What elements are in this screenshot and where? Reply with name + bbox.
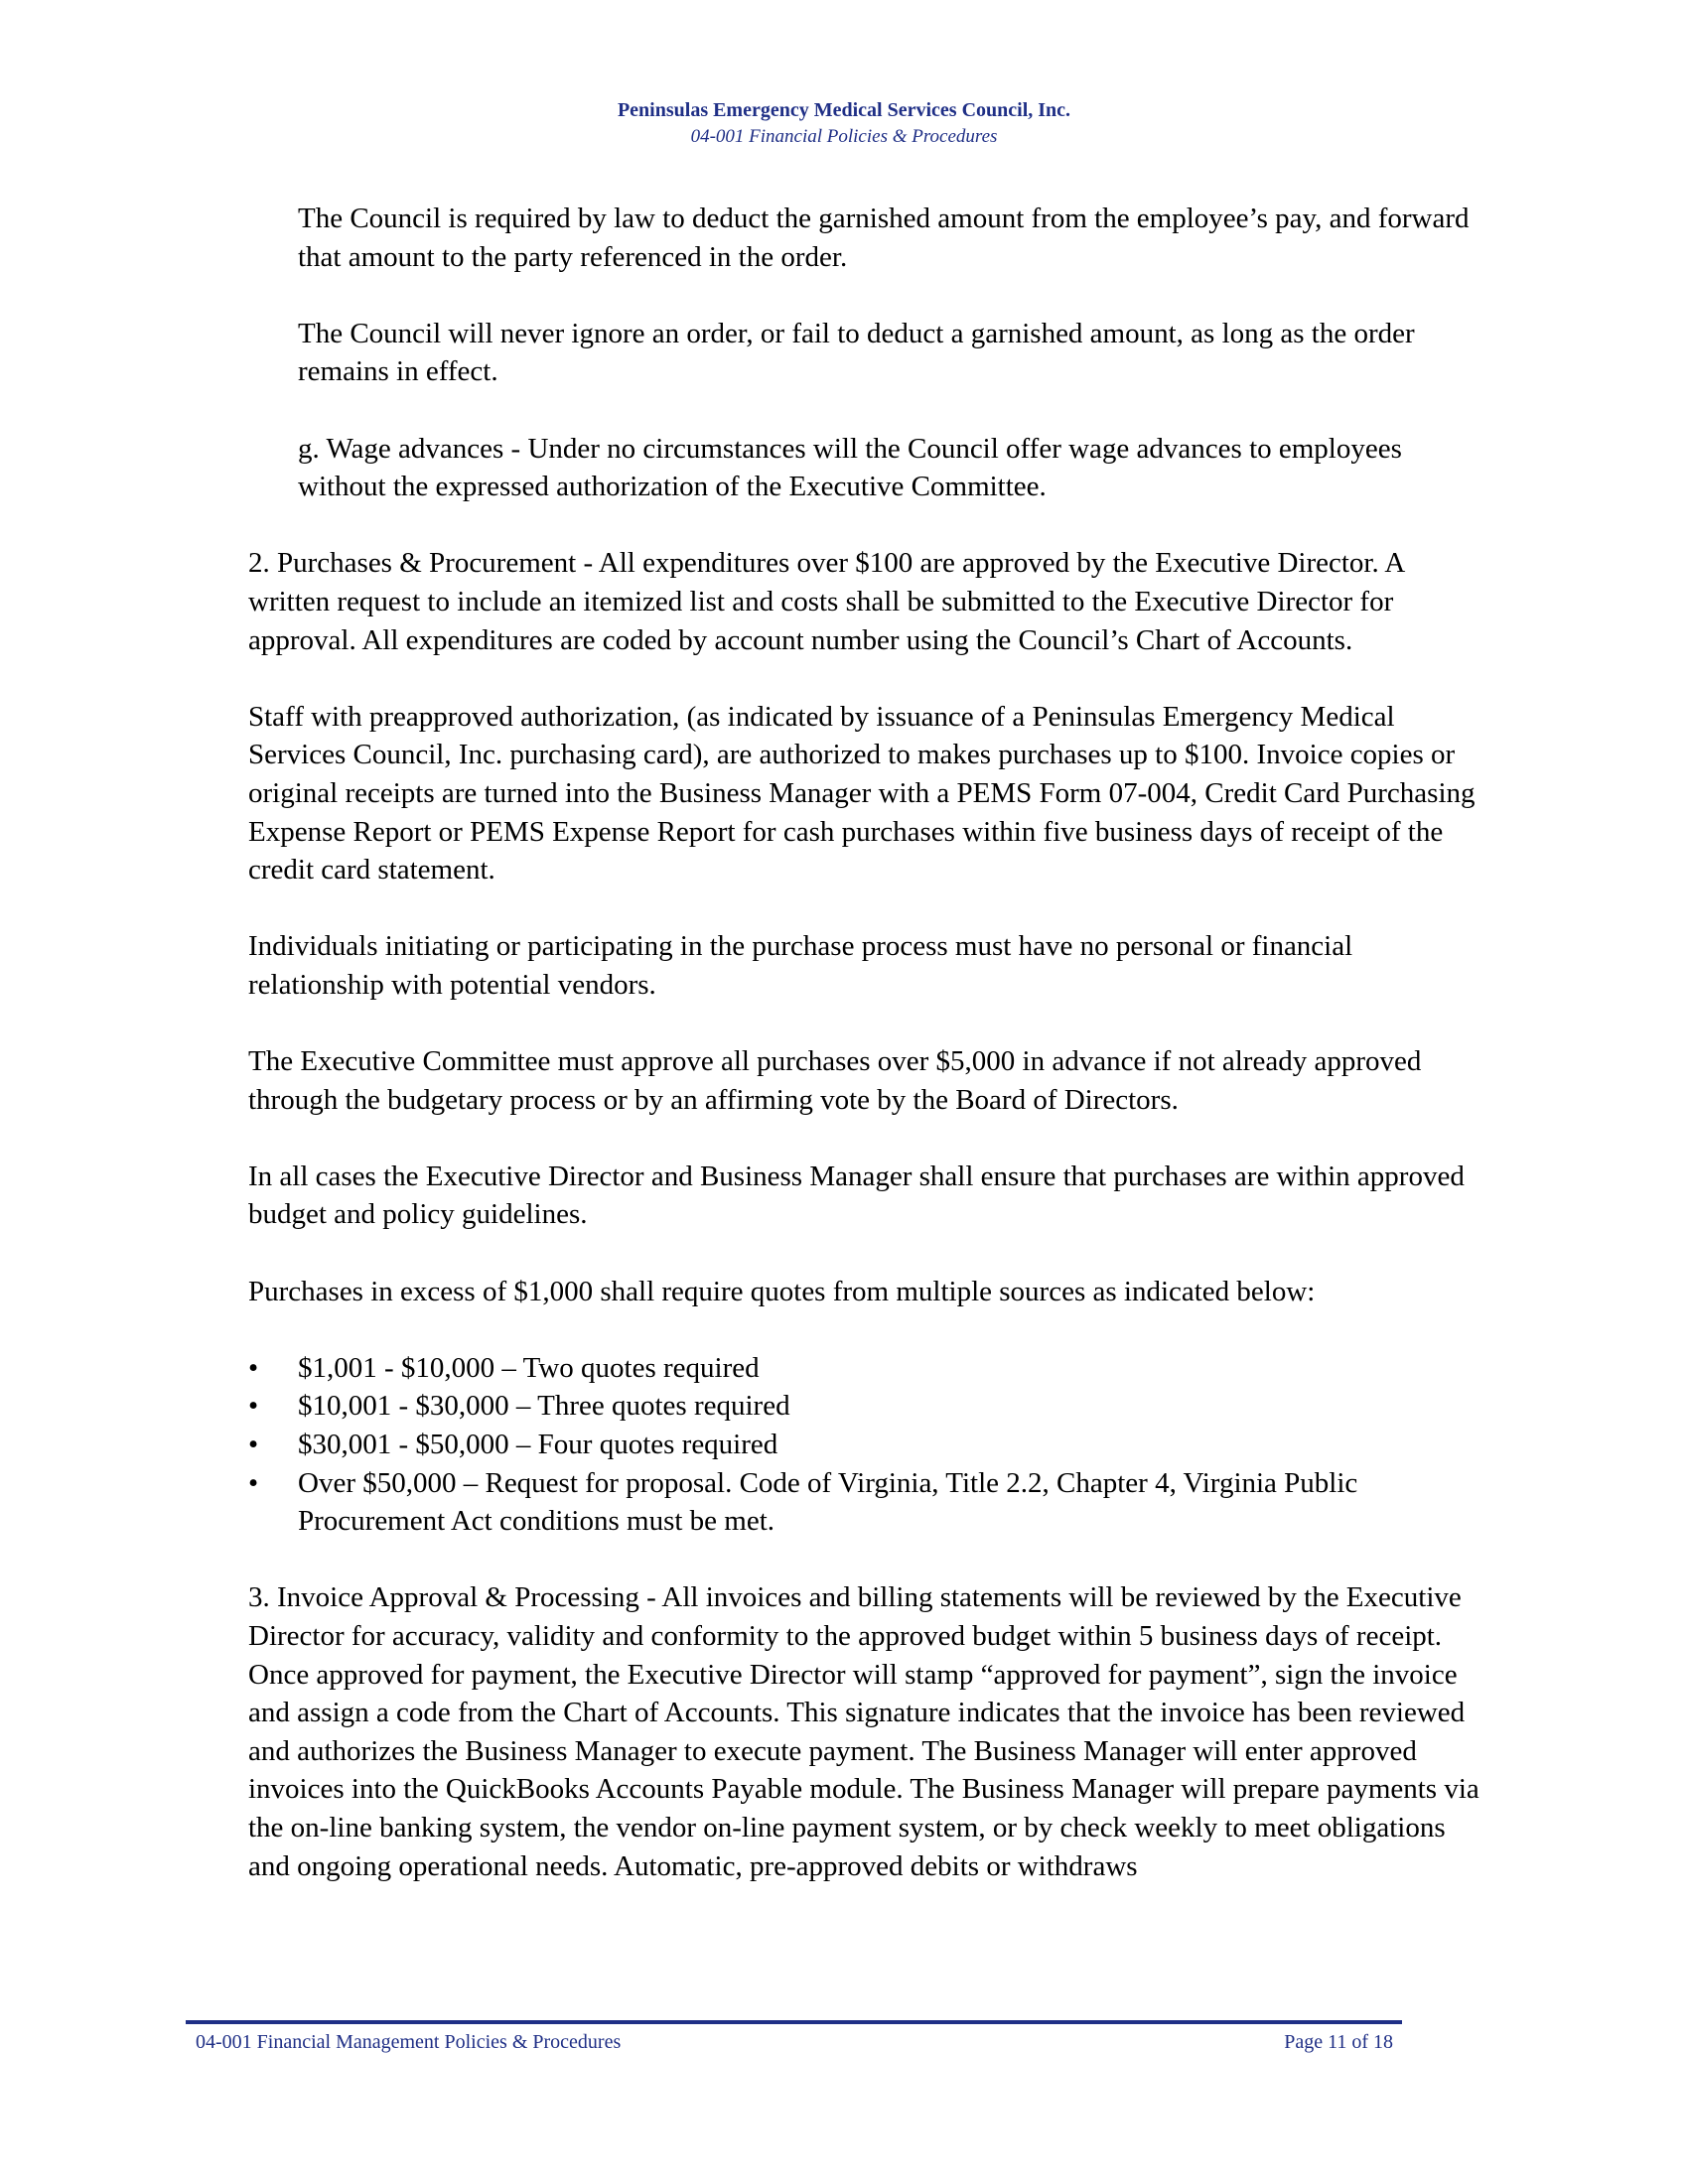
list-item — [248, 1464, 1479, 1541]
quotes-list — [248, 1349, 1479, 1541]
paragraph-executive-committee: The Executive Committee must approve all purchases over $5,000 in advance if not already approved through the budgetary process or by an affirming vote by the Board of Directors. — [248, 1045, 1422, 1116]
bullet-icon: • — [248, 1390, 259, 1423]
page-header — [0, 96, 1688, 150]
footer-divider — [186, 2020, 1402, 2024]
paragraph-all-cases: In all cases the Executive Director and Business Manager shall ensure that purchases are within approved budget and policy guidelines. — [248, 1160, 1465, 1231]
paragraph-quotes-intro: Purchases in excess of $1,000 shall require quotes from multiple sources as indicated below: — [248, 1275, 1316, 1307]
list-item — [248, 1349, 1479, 1388]
footer-document-title: 04-001 Financial Management Policies & Procedures — [196, 2031, 622, 2053]
header-document-title: 04-001 Financial Policies & Procedures — [690, 126, 998, 147]
list-item-text: $10,001 - $30,000 – Three quotes required — [298, 1390, 790, 1423]
list-item-text: $30,001 - $50,000 – Four quotes required — [298, 1429, 778, 1460]
paragraph-wage-advances: g. Wage advances - Under no circumstances will the Council offer wage advances to employees without the expressed authorization of the Executive Committee. — [298, 432, 1402, 503]
bullet-icon: • — [248, 1351, 259, 1384]
list-item — [248, 1387, 1479, 1426]
bullet-icon: • — [248, 1466, 259, 1499]
document-body — [248, 200, 1479, 1924]
header-organization: Peninsulas Emergency Medical Services Council, Inc. — [617, 99, 1071, 121]
paragraph-garnish-order: The Council will never ignore an order, or fail to deduct a garnished amount, as long as the order remains in effect. — [298, 317, 1415, 388]
paragraph-staff-authorization: Staff with preapproved authorization, (as indicated by issuance of a Peninsulas Emergency Medical Services Council, Inc. purchasing card), are authorized to makes purchases up to $100. Invoice copies or original receipts are turned into the Business Manager with a PEMS Form 07-004, Credit Card Purchasing Expense Report or PEMS Expense Report for cash purchases within five business days of receipt of the credit card statement. — [248, 700, 1476, 887]
paragraph-individuals: Individuals initiating or participating in the purchase process must have no personal or financial relationship with potential vendors. — [248, 930, 1353, 1001]
bullet-icon: • — [248, 1429, 259, 1460]
list-item-text: $1,001 - $10,000 – Two quotes required — [298, 1351, 760, 1384]
paragraph-purchases-procurement: 2. Purchases & Procurement - All expenditures over $100 are approved by the Executive Director. A written request to include an itemized list and costs shall be submitted to the Executive Director for approval. All expenditures are coded by account number using the Council’s Chart of Accounts. — [248, 547, 1404, 656]
paragraph-invoice-approval: 3. Invoice Approval & Processing - All invoices and billing statements will be reviewed by the Executive Director for accuracy, validity and conformity to the approved budget within 5 business days of receipt. Once approved for payment, the Executive Director will stamp “approved for payment”, sign the invoice and assign a code from the Chart of Accounts. This signature indicates that the invoice has been reviewed and authorizes the Business Manager to execute payment. The Business Manager will enter approved invoices into the QuickBooks Accounts Payable module. The Business Manager will prepare payments via the on-line banking system, the vendor on-line payment system, or by check weekly to meet obligations and ongoing operational needs. Automatic, pre-approved debits or withdraws — [248, 1581, 1479, 1882]
list-item-text: Over $50,000 – Request for proposal. Code of Virginia, Title 2.2, Chapter 4, Virginia Public Procurement Act conditions must be met. — [298, 1466, 1358, 1538]
paragraph-garnish-deduction: The Council is required by law to deduct the garnished amount from the employee’s pay, and forward that amount to the party referenced in the order. — [298, 203, 1470, 273]
list-item — [248, 1426, 1479, 1464]
footer-page-number: Page 11 of 18 — [1284, 2031, 1393, 2053]
